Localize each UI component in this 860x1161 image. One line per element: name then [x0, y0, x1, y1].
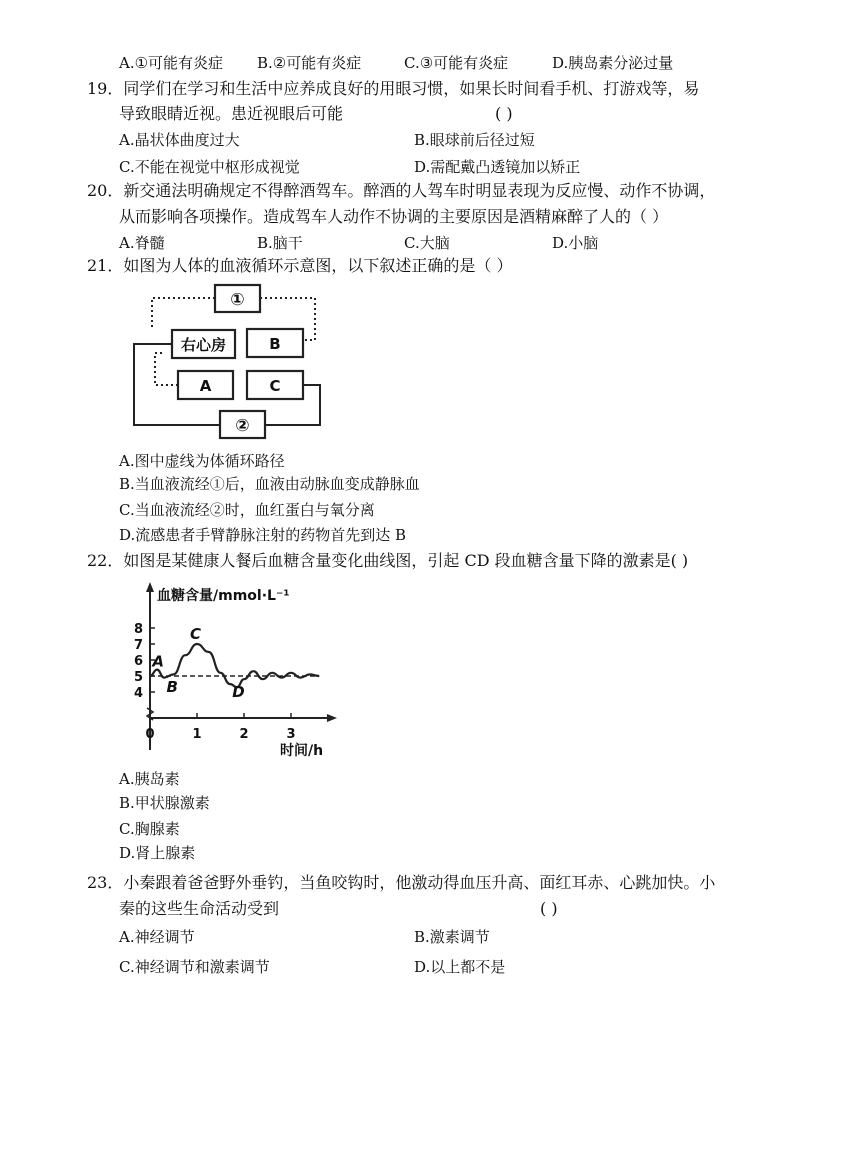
q20-stem-line1: 20．新交通法明确规定不得醉酒驾车。醉酒的人驾车时明显表现为反应慢、动作不协调， — [87, 181, 716, 200]
q18-option-d: D.胰岛素分泌过量 — [552, 54, 674, 72]
point-label-b: B — [166, 678, 178, 696]
q19-option-b: B.眼球前后径过短 — [414, 131, 535, 149]
q23-option-c: C.神经调节和激素调节 — [119, 958, 270, 976]
point-label-c: C — [189, 625, 201, 644]
point-label-a: A — [152, 652, 164, 671]
q23-option-d: D.以上都不是 — [414, 958, 506, 976]
q22-option-a: A.胰岛素 — [119, 770, 180, 788]
x-tick-label: 3 — [286, 727, 296, 742]
right-atrium-label: 右心房 — [180, 336, 227, 354]
y-axis-title: 血糖含量/mmol·L⁻¹ — [157, 588, 290, 604]
q23-stem-line1: 23．小秦跟着爸爸野外垂钓，当鱼咬钩时，他激动得血压升高、面红耳赤、心跳加快。小 — [87, 873, 716, 892]
q19-option-c: C.不能在视觉中枢形成视觉 — [119, 158, 300, 176]
q18-option-a: A.①可能有炎症 — [119, 54, 224, 72]
q23-answer-paren: ( ) — [540, 899, 558, 918]
q19-stem-line2: 导致眼睛近视。患近视眼后可能 — [119, 104, 344, 123]
q19-answer-paren: ( ) — [495, 104, 513, 123]
q20-option-d: D.小脑 — [552, 234, 599, 252]
q21-option-c: C.当血液流经②时，血红蛋白与氧分离 — [119, 501, 375, 519]
q22-option-c: C.胸腺素 — [119, 820, 180, 838]
q19-stem-line1: 19．同学们在学习和生活中应养成良好的用眼习惯，如果长时间看手机、打游戏等，易 — [87, 79, 700, 98]
x-axis-title: 时间/h — [280, 743, 324, 759]
q19-option-d: D.需配戴凸透镜加以矫正 — [414, 158, 581, 176]
q19-option-a: A.晶状体曲度过大 — [119, 131, 240, 149]
q22-option-b: B.甲状腺激素 — [119, 794, 210, 812]
q18-option-c: C.③可能有炎症 — [404, 54, 509, 72]
q20-option-c: C.大脑 — [404, 234, 450, 252]
x-axis-arrow — [327, 714, 337, 722]
q21-stem: 21．如图为人体的血液循环示意图，以下叙述正确的是（ ） — [87, 256, 513, 275]
blood-circulation-diagram — [120, 280, 330, 442]
x-tick-label: 0 — [145, 727, 155, 742]
y-tick-label: 6 — [133, 654, 143, 669]
blood-sugar-chart — [125, 578, 355, 763]
q20-option-a: A.脊髓 — [119, 234, 165, 252]
c-label: C — [269, 377, 281, 395]
q20-stem-line2: 从而影响各项操作。造成驾车人动作不协调的主要原因是酒精麻醉了人的（ ） — [119, 207, 669, 226]
q21-option-b: B.当血液流经①后，血液由动脉血变成静脉血 — [119, 475, 420, 493]
box-2-label: ② — [235, 416, 250, 436]
box-1-label: ① — [230, 290, 245, 310]
y-tick-label: 7 — [133, 638, 143, 653]
q18-option-b: B.②可能有炎症 — [257, 54, 362, 72]
y-tick-label: 8 — [133, 622, 143, 637]
q21-option-a: A.图中虚线为体循环路径 — [119, 452, 285, 470]
y-tick-label: 4 — [133, 686, 143, 701]
q21-option-d: D.流感患者手臂静脉注射的药物首先到达 B — [119, 526, 407, 544]
q20-option-b: B.脑干 — [257, 234, 303, 252]
a-label: A — [199, 377, 212, 395]
y-axis-arrow — [146, 582, 154, 592]
q23-stem-line2: 秦的这些生命活动受到 — [119, 899, 280, 918]
b-label: B — [269, 335, 281, 353]
x-tick-label: 2 — [239, 727, 249, 742]
point-label-d: D — [232, 682, 245, 701]
q22-option-d: D.肾上腺素 — [119, 844, 196, 862]
y-tick-label: 5 — [133, 670, 143, 685]
q22-stem: 22．如图是某健康人餐后血糖含量变化曲线图，引起 CD 段血糖含量下降的激素是( ) — [87, 551, 689, 570]
q23-option-b: B.激素调节 — [414, 928, 490, 946]
q23-option-a: A.神经调节 — [119, 928, 195, 946]
x-tick-label: 1 — [192, 727, 202, 742]
